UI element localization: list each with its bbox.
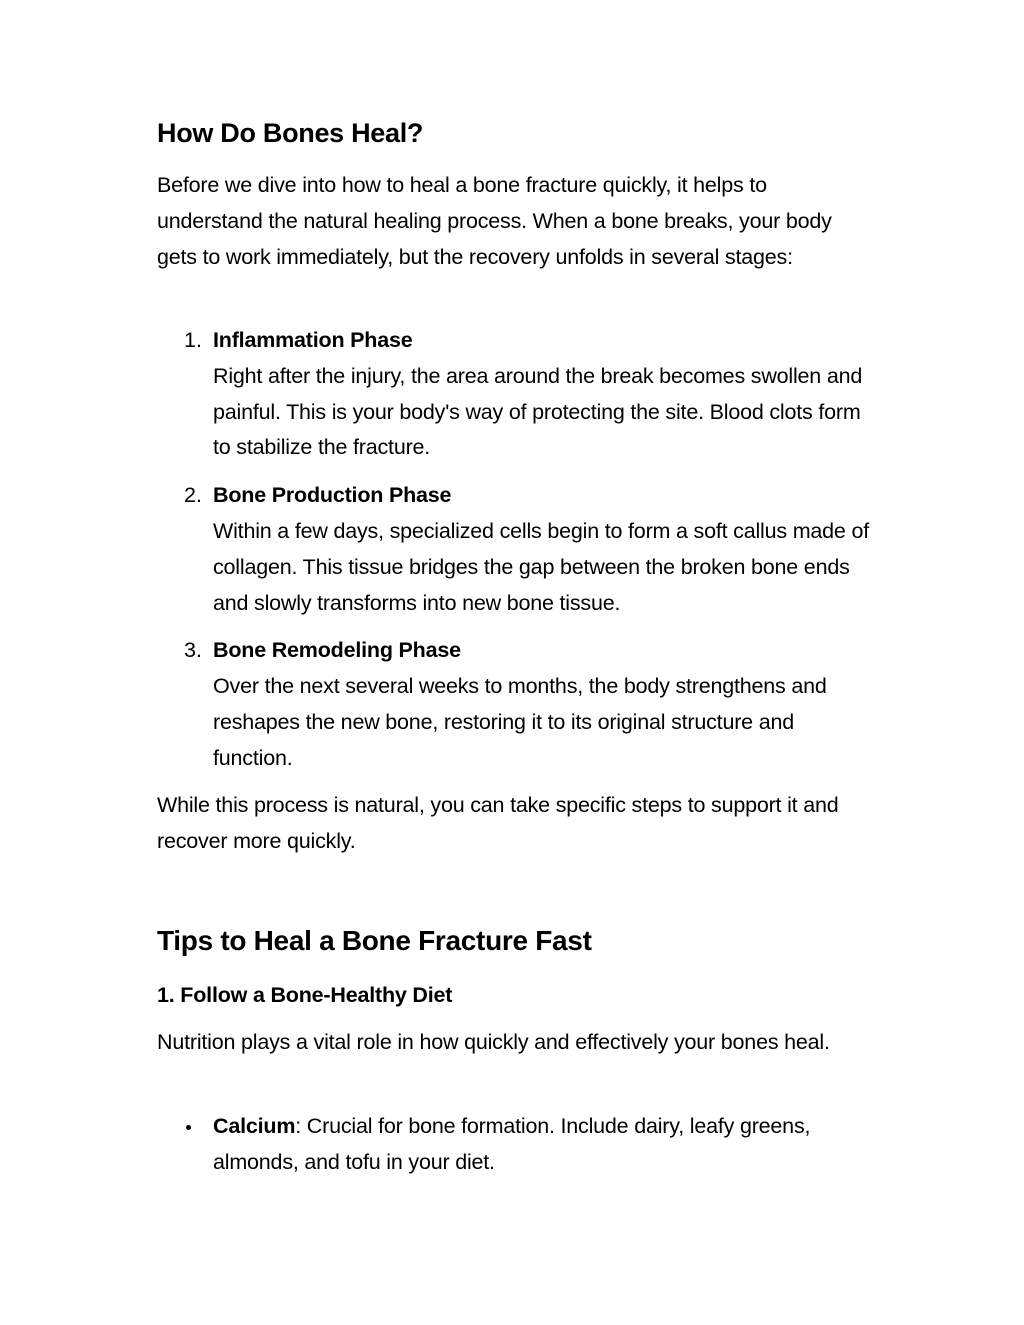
- intro-paragraph: Before we dive into how to heal a bone fracture quickly, it helps to understand the natural healing process. When a bone breaks, your body gets to work immediately, but the recovery unfolds in several stages:: [157, 173, 832, 269]
- healing-phases-list: [157, 323, 877, 789]
- phase-title: Bone Production Phase: [213, 483, 452, 508]
- phase-number: 2.: [184, 483, 202, 508]
- phase-description: Right after the injury, the area around the break becomes swollen and painful. This is your body's way of protecting the site. Blood clots form to stabilize the fracture.: [213, 363, 863, 460]
- section-heading-how-bones-heal: How Do Bones Heal?: [157, 118, 424, 148]
- phase-title: Bone Remodeling Phase: [213, 638, 461, 663]
- nutrition-paragraph: Nutrition plays a vital role in how quickly and effectively your bones heal.: [157, 1030, 830, 1054]
- phase-description: Over the next several weeks to months, the body strengthens and reshapes the new bone, restoring it to its original structure and function.: [213, 674, 827, 770]
- bullet-description: : Crucial for bone formation. Include dairy, leafy greens, almonds, and tofu in your diet.: [213, 1114, 811, 1174]
- phase-item-bone-production: [157, 478, 877, 621]
- phase-number: 3.: [184, 638, 202, 663]
- bullet-term: Calcium: [213, 1114, 296, 1138]
- phase-number: 1.: [184, 328, 202, 352]
- subheading-bone-healthy-diet: 1. Follow a Bone-Healthy Diet: [157, 983, 453, 1007]
- phase-item-inflammation: [157, 323, 877, 466]
- section-heading-tips: Tips to Heal a Bone Fracture Fast: [157, 925, 592, 956]
- phase-title: Inflammation Phase: [213, 328, 413, 352]
- bullet-item-calcium: [157, 1109, 877, 1181]
- nutrient-bullet-list: [157, 1109, 877, 1181]
- closing-paragraph: While this process is natural, you can take specific steps to support it and recover more quickly.: [157, 793, 839, 853]
- phase-item-bone-remodeling: [157, 633, 877, 776]
- bullet-text: [213, 1109, 883, 1181]
- phase-description: Within a few days, specialized cells begin to form a soft callus made of collagen. This tissue bridges the gap between the broken bone ends and slowly transforms into new bone tissue.: [213, 518, 869, 615]
- bullet-dot-icon: [186, 1125, 191, 1130]
